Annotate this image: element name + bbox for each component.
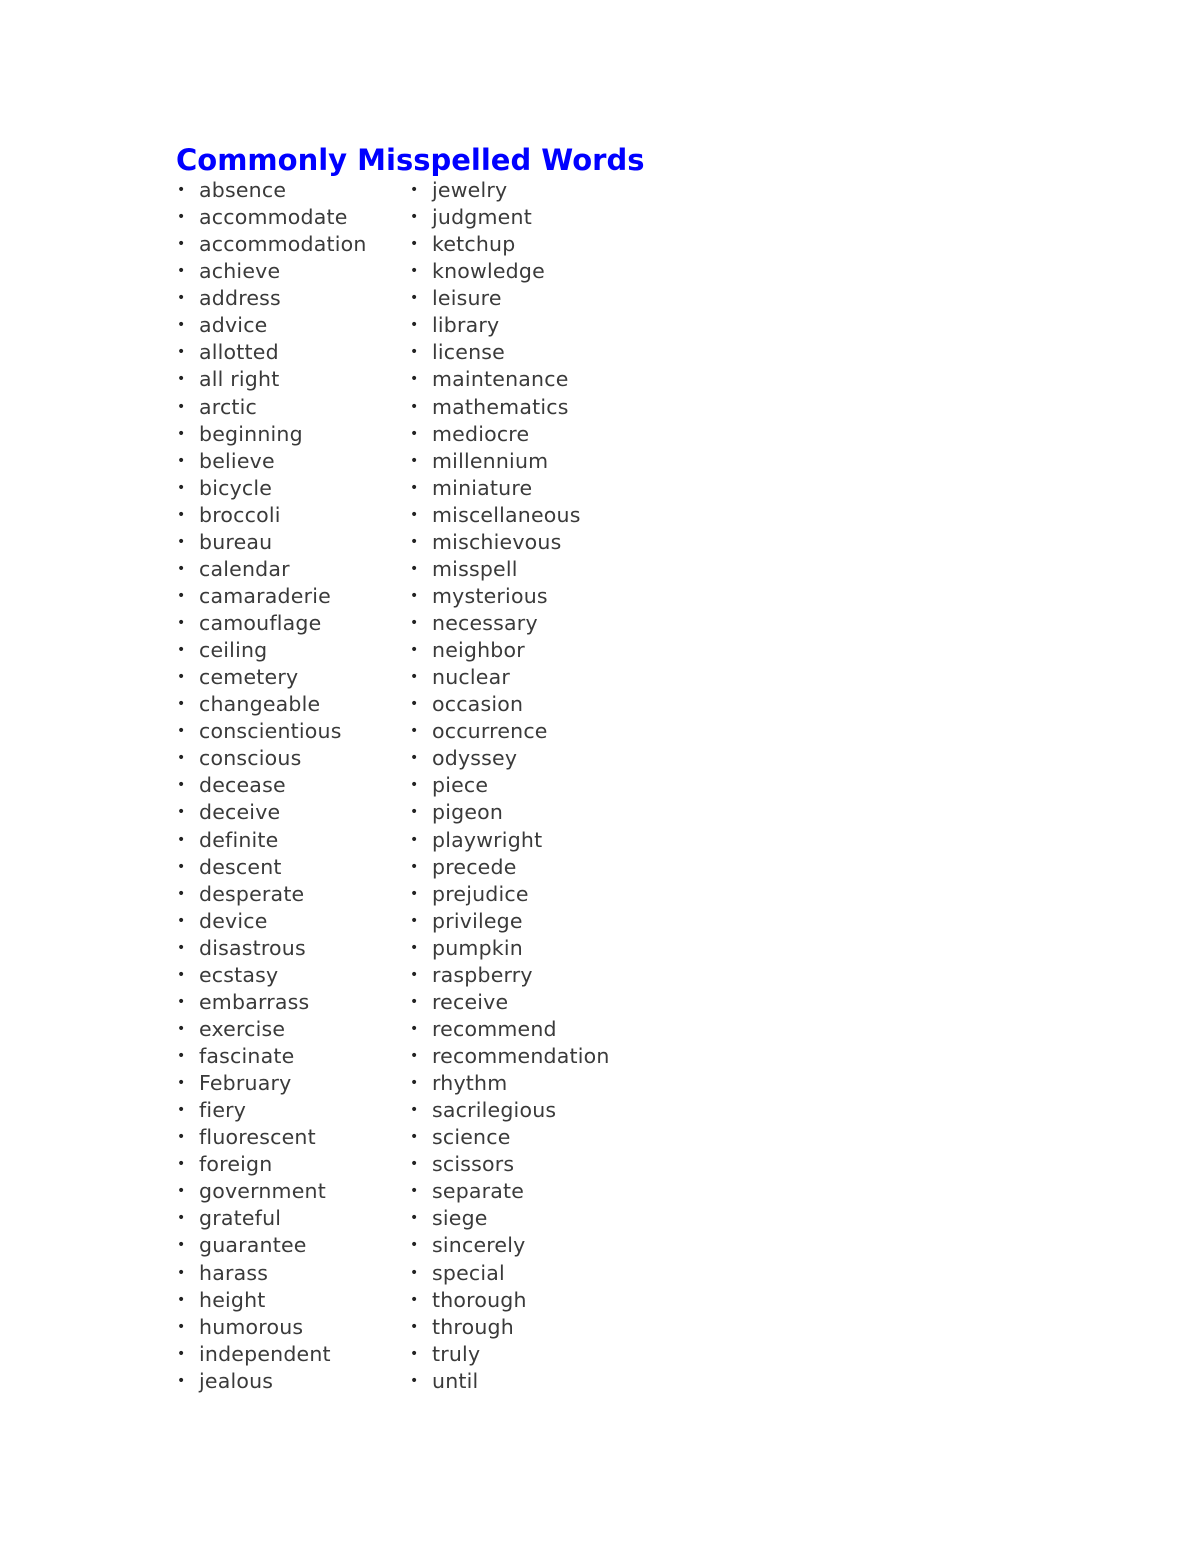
word-text: license (432, 340, 505, 365)
bullet-icon: • (410, 209, 419, 226)
bullet-icon: • (177, 804, 186, 821)
list-item (176, 1151, 367, 1178)
list-item (176, 502, 367, 529)
bullet-icon: • (177, 1372, 186, 1389)
word-text: truly (432, 1341, 481, 1366)
word-text: ecstasy (199, 962, 279, 987)
list-item (409, 1368, 610, 1395)
list-item (176, 1043, 367, 1070)
word-text: device (199, 908, 268, 933)
word-text: rhythm (432, 1071, 508, 1096)
bullet-icon: • (410, 1210, 419, 1227)
bullet-icon: • (410, 723, 419, 740)
bullet-icon: • (177, 912, 186, 929)
list-item (176, 772, 367, 799)
bullet-icon: • (177, 236, 186, 253)
bullet-icon: • (410, 506, 419, 523)
list-item (409, 421, 610, 448)
bullet-icon: • (410, 1020, 419, 1037)
bullet-icon: • (410, 1129, 419, 1146)
word-text: height (199, 1287, 266, 1312)
word-text: jewelry (432, 178, 508, 202)
word-text: maintenance (432, 367, 569, 392)
bullet-icon: • (410, 804, 419, 821)
word-text: through (432, 1314, 514, 1339)
word-text: mediocre (432, 421, 530, 446)
bullet-icon: • (410, 1075, 419, 1092)
bullet-icon: • (177, 1210, 186, 1227)
word-text: address (199, 286, 281, 311)
list-item (176, 231, 367, 258)
bullet-icon: • (177, 1129, 186, 1146)
list-item (176, 529, 367, 556)
list-item (409, 1314, 610, 1341)
bullet-icon: • (177, 1183, 186, 1200)
bullet-icon: • (177, 1048, 186, 1064)
list-item (176, 366, 367, 393)
bullet-icon: • (410, 885, 419, 902)
bullet-icon: • (410, 587, 419, 604)
bullet-icon: • (177, 1237, 186, 1254)
list-item (409, 664, 610, 691)
list-item (409, 1178, 610, 1205)
word-text: pumpkin (432, 935, 523, 960)
bullet-icon: • (410, 182, 419, 198)
word-text: odyssey (432, 746, 518, 771)
word-text: neighbor (432, 638, 525, 663)
bullet-icon: • (177, 344, 186, 361)
bullet-icon: • (177, 615, 186, 631)
word-text: cemetery (199, 665, 299, 690)
bullet-icon: • (177, 777, 186, 794)
bullet-icon: • (177, 452, 186, 469)
word-text: receive (432, 989, 509, 1014)
list-item (176, 1260, 367, 1287)
list-item (409, 1232, 610, 1259)
word-text: deceive (199, 800, 281, 825)
bullet-icon: • (410, 1183, 419, 1200)
word-text: miscellaneous (432, 502, 581, 527)
bullet-icon: • (177, 993, 186, 1010)
bullet-icon: • (410, 669, 419, 686)
word-text: absence (199, 178, 287, 202)
list-item (409, 1097, 610, 1124)
bullet-icon: • (177, 723, 186, 740)
word-text: recommend (432, 1016, 557, 1041)
bullet-icon: • (177, 587, 186, 604)
list-item (176, 204, 367, 231)
list-item (409, 1287, 610, 1314)
bullet-icon: • (410, 1156, 419, 1173)
list-item (409, 204, 610, 231)
list-item (176, 854, 367, 881)
list-item (409, 1260, 610, 1287)
word-text: conscientious (199, 719, 342, 744)
word-text: pigeon (432, 800, 504, 825)
list-item (176, 1178, 367, 1205)
list-item (176, 935, 367, 962)
word-text: separate (432, 1179, 525, 1204)
list-item (176, 1097, 367, 1124)
word-text: miniature (432, 475, 533, 500)
bullet-icon: • (410, 1102, 419, 1119)
bullet-icon: • (410, 993, 419, 1010)
bullet-icon: • (177, 506, 186, 523)
list-item (176, 1314, 367, 1341)
word-text: thorough (432, 1287, 527, 1312)
list-item (176, 1341, 367, 1368)
word-text: fascinate (199, 1044, 295, 1068)
bullet-icon: • (410, 831, 419, 848)
bullet-icon: • (177, 1075, 186, 1092)
word-text: precede (432, 854, 517, 879)
bullet-icon: • (410, 1264, 419, 1281)
list-item (176, 881, 367, 908)
list-item (176, 745, 367, 772)
list-item (409, 1016, 610, 1043)
word-text: science (432, 1125, 511, 1150)
list-item (409, 366, 610, 393)
list-item (176, 1287, 367, 1314)
list-item (176, 1124, 367, 1151)
bullet-icon: • (177, 1264, 186, 1281)
bullet-icon: • (410, 939, 419, 956)
bullet-icon: • (177, 209, 186, 226)
word-text: beginning (199, 421, 303, 446)
word-text: government (199, 1179, 326, 1204)
word-text: playwright (432, 827, 543, 852)
bullet-icon: • (410, 344, 419, 361)
list-item (176, 339, 367, 366)
bullet-icon: • (410, 1345, 419, 1362)
list-item (176, 1016, 367, 1043)
word-text: February (199, 1071, 292, 1096)
word-text: achieve (199, 259, 281, 284)
list-item (409, 502, 610, 529)
word-text: bicycle (199, 475, 273, 500)
bullet-icon: • (410, 317, 419, 334)
list-item (176, 258, 367, 285)
word-text: nuclear (432, 665, 510, 690)
list-item (176, 637, 367, 664)
word-text: descent (199, 854, 282, 879)
list-item (409, 935, 610, 962)
list-item (176, 989, 367, 1016)
word-text: library (432, 313, 500, 338)
bullet-icon: • (177, 885, 186, 902)
word-text: calendar (199, 556, 290, 581)
bullet-icon: • (410, 750, 419, 767)
bullet-icon: • (410, 290, 419, 307)
word-text: occasion (432, 692, 524, 717)
word-text: allotted (199, 340, 279, 365)
bullet-icon: • (177, 1345, 186, 1362)
list-item (176, 799, 367, 826)
word-text: scissors (432, 1152, 515, 1177)
word-text: all right (199, 367, 280, 392)
page-title: Commonly Misspelled Words (176, 143, 645, 177)
bullet-icon: • (177, 1318, 186, 1335)
bullet-icon: • (177, 317, 186, 334)
bullet-icon: • (177, 642, 186, 659)
list-item (176, 583, 367, 610)
word-text: accommodation (199, 232, 367, 257)
bullet-icon: • (177, 831, 186, 848)
word-text: piece (432, 773, 489, 798)
list-item (409, 691, 610, 718)
list-item (176, 718, 367, 745)
list-item (176, 691, 367, 718)
list-item (176, 962, 367, 989)
list-item (409, 854, 610, 881)
word-text: arctic (199, 394, 258, 419)
word-text: mysterious (432, 583, 548, 608)
word-text: bureau (199, 529, 273, 554)
bullet-icon: • (410, 371, 419, 388)
word-list-right-column (409, 177, 610, 1395)
word-text: privilege (432, 908, 523, 933)
bullet-icon: • (410, 1372, 419, 1389)
word-text: mathematics (432, 394, 569, 419)
word-text: disastrous (199, 935, 306, 960)
bullet-icon: • (177, 1291, 186, 1308)
list-item (409, 637, 610, 664)
word-text: special (432, 1260, 505, 1285)
bullet-icon: • (410, 615, 419, 631)
list-item (409, 475, 610, 502)
word-text: camaraderie (199, 583, 331, 608)
word-text: millennium (432, 448, 549, 473)
word-list-left-column (176, 177, 367, 1395)
list-item (409, 529, 610, 556)
list-item (409, 718, 610, 745)
list-item (409, 610, 610, 637)
bullet-icon: • (177, 750, 186, 767)
list-item (409, 339, 610, 366)
list-item (409, 448, 610, 475)
bullet-icon: • (177, 398, 186, 415)
word-text: harass (199, 1260, 269, 1285)
word-text: foreign (199, 1152, 273, 1177)
word-text: necessary (432, 611, 538, 635)
bullet-icon: • (410, 425, 419, 442)
word-text: jealous (199, 1368, 274, 1393)
word-text: grateful (199, 1206, 282, 1231)
list-item (409, 745, 610, 772)
list-item (176, 1232, 367, 1259)
word-text: camouflage (199, 611, 322, 635)
word-text: believe (199, 448, 275, 473)
list-item (409, 881, 610, 908)
list-item (409, 989, 610, 1016)
bullet-icon: • (410, 263, 419, 280)
bullet-icon: • (177, 939, 186, 956)
word-text: until (432, 1368, 479, 1393)
word-text: mischievous (432, 529, 562, 554)
bullet-icon: • (177, 696, 186, 713)
list-item (409, 556, 610, 583)
bullet-icon: • (177, 560, 186, 577)
list-item (176, 1368, 367, 1395)
word-text: desperate (199, 881, 305, 906)
word-text: broccoli (199, 502, 281, 527)
word-text: sincerely (432, 1233, 526, 1258)
bullet-icon: • (177, 425, 186, 442)
word-text: humorous (199, 1314, 304, 1339)
word-text: fiery (199, 1098, 247, 1123)
bullet-icon: • (410, 479, 419, 496)
list-item (409, 285, 610, 312)
bullet-icon: • (177, 858, 186, 875)
list-item (176, 610, 367, 637)
word-text: occurrence (432, 719, 548, 744)
bullet-icon: • (410, 1237, 419, 1254)
list-item (176, 177, 367, 204)
list-item (409, 772, 610, 799)
word-text: advice (199, 313, 268, 338)
word-text: fluorescent (199, 1125, 316, 1150)
bullet-icon: • (410, 236, 419, 253)
list-item (176, 475, 367, 502)
word-text: raspberry (432, 962, 533, 987)
list-item (176, 448, 367, 475)
word-text: prejudice (432, 881, 529, 906)
bullet-icon: • (177, 479, 186, 496)
word-text: siege (432, 1206, 488, 1231)
list-item (409, 1205, 610, 1232)
list-item (176, 556, 367, 583)
bullet-icon: • (177, 1102, 186, 1119)
word-text: conscious (199, 746, 302, 771)
list-item (409, 258, 610, 285)
word-text: misspell (432, 556, 518, 581)
bullet-icon: • (410, 1291, 419, 1308)
list-item (176, 1205, 367, 1232)
bullet-icon: • (410, 912, 419, 929)
word-text: knowledge (432, 259, 545, 284)
word-text: sacrilegious (432, 1098, 557, 1123)
word-text: exercise (199, 1016, 286, 1041)
bullet-icon: • (177, 533, 186, 550)
list-item (176, 664, 367, 691)
bullet-icon: • (410, 452, 419, 469)
list-item (409, 394, 610, 421)
bullet-icon: • (410, 642, 419, 659)
word-text: changeable (199, 692, 321, 717)
bullet-icon: • (177, 1156, 186, 1173)
bullet-icon: • (410, 1048, 419, 1064)
list-item (409, 231, 610, 258)
bullet-icon: • (177, 371, 186, 388)
list-item (409, 1043, 610, 1070)
word-text: guarantee (199, 1233, 307, 1258)
list-item (409, 312, 610, 339)
word-text: ceiling (199, 638, 268, 663)
list-item (176, 908, 367, 935)
list-item (176, 1070, 367, 1097)
bullet-icon: • (177, 966, 186, 983)
list-item (409, 583, 610, 610)
word-text: accommodate (199, 205, 348, 230)
word-text: definite (199, 827, 279, 852)
list-item (409, 908, 610, 935)
list-item (409, 1151, 610, 1178)
bullet-icon: • (177, 669, 186, 686)
list-item (176, 421, 367, 448)
bullet-icon: • (410, 777, 419, 794)
list-item (409, 962, 610, 989)
list-item (176, 827, 367, 854)
word-text: recommendation (432, 1044, 610, 1068)
bullet-icon: • (410, 696, 419, 713)
list-item (409, 177, 610, 204)
word-text: decease (199, 773, 286, 798)
list-item (176, 285, 367, 312)
bullet-icon: • (410, 398, 419, 415)
bullet-icon: • (177, 1020, 186, 1037)
bullet-icon: • (177, 263, 186, 280)
list-item (409, 1341, 610, 1368)
list-item (176, 312, 367, 339)
list-item (176, 394, 367, 421)
bullet-icon: • (410, 1318, 419, 1335)
word-text: independent (199, 1341, 331, 1366)
list-item (409, 799, 610, 826)
word-text: embarrass (199, 989, 310, 1014)
bullet-icon: • (177, 182, 186, 198)
word-text: leisure (432, 286, 502, 311)
list-item (409, 1070, 610, 1097)
bullet-icon: • (410, 560, 419, 577)
list-item (409, 1124, 610, 1151)
list-item (409, 827, 610, 854)
bullet-icon: • (177, 290, 186, 307)
bullet-icon: • (410, 858, 419, 875)
bullet-icon: • (410, 966, 419, 983)
word-text: ketchup (432, 232, 516, 257)
word-text: judgment (432, 205, 532, 230)
bullet-icon: • (410, 533, 419, 550)
